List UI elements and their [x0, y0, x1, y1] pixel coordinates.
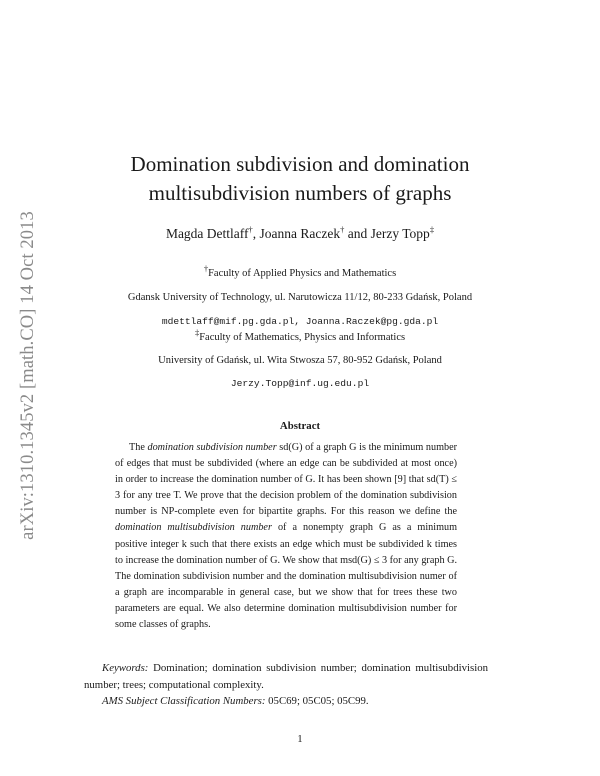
abstract-term: domination subdivision number: [147, 442, 277, 453]
affiliation-2-email[interactable]: Jerzy.Topp@inf.ug.edu.pl: [230, 378, 370, 389]
affiliation-1-faculty-text: Faculty of Applied Physics and Mathematics: [208, 268, 397, 279]
title-line-1: Domination subdivision and domination: [130, 152, 470, 176]
keywords-block: [84, 660, 488, 710]
affiliation-1-mark: †: [203, 263, 209, 274]
author-list: [60, 226, 540, 242]
page-number: 1: [297, 733, 303, 745]
author-mark-2: †: [340, 224, 345, 235]
abstract-term: domination multisubdivision number: [115, 522, 272, 534]
author-mark-3: ‡: [429, 224, 435, 235]
keywords-line: [84, 660, 488, 693]
abstract-text: of a nonempty graph G as a minimum positive integer k such that there exists an edge which must be subdivided k times to increase the domination number of G. We show that msd(G) ≤ 3 for any graph G. The domination subdivision number and the domination multisubdivision numer of a graph are incomparable in general case, but we show that for trees these two parameters are equal. We also determine domination multisubdivision number for some classes of graphs.: [115, 522, 458, 631]
ams-text: 05C69; 05C05; 05C99.: [265, 695, 369, 707]
arxiv-stamp: [14, 180, 42, 570]
abstract-body: [115, 440, 457, 633]
ams-line: [84, 693, 488, 710]
title-line-2: multisubdivision numbers of graphs: [148, 181, 452, 205]
author-mark-1: †: [248, 224, 253, 235]
keywords-label: Keywords:: [102, 662, 149, 674]
abstract-text: sd(G) of a graph G is the minimum number of edges that must be subdivided (where an edge can be subdivided at most once) in order to increase the domination number of G. It has been shown [9] that sd(T) ≤ 3 for any tree T. We prove that the decision problem of the domination subdivision number is NP-complete even for bipartite graphs. For this reason we define the: [115, 442, 458, 518]
author-topp: Jerzy Topp: [370, 226, 430, 241]
paper-title: [60, 150, 540, 208]
author-raczek: Joanna Raczek: [259, 226, 341, 241]
ams-label: AMS Subject Classification Numbers:: [102, 695, 266, 707]
affiliation-1-faculty: [40, 263, 560, 279]
affiliation-2-mark: ‡: [194, 327, 200, 338]
author-separator: ,: [252, 226, 260, 241]
affiliation-1-address: Gdansk University of Technology, ul. Narutowicza 11/12, 80-233 Gdańsk, Poland: [127, 292, 473, 303]
abstract-text: The: [129, 442, 148, 453]
affiliation-2-faculty: [40, 327, 560, 343]
affiliation-2-faculty-text: Faculty of Mathematics, Physics and Informatics: [199, 332, 406, 343]
abstract-paragraph: [115, 440, 457, 633]
abstract-heading: Abstract: [279, 420, 321, 432]
affiliation-2-address: University of Gdańsk, ul. Wita Stwosza 57, 80-952 Gdańsk, Poland: [158, 355, 442, 366]
author-dettlaff: Magda Dettlaff: [165, 226, 249, 241]
affiliation-1-emails[interactable]: mdettlaff@mif.pg.gda.pl, Joanna.Raczek@pg.gda.pl: [161, 316, 439, 327]
author-separator: and: [344, 226, 371, 241]
keywords-text: Domination; domination subdivision number; domination multisubdivision number; trees; computational complexity.: [84, 662, 488, 691]
arxiv-stamp-text: arXiv:1310.1345v2 [math.CO] 14 Oct 2013: [17, 210, 38, 540]
